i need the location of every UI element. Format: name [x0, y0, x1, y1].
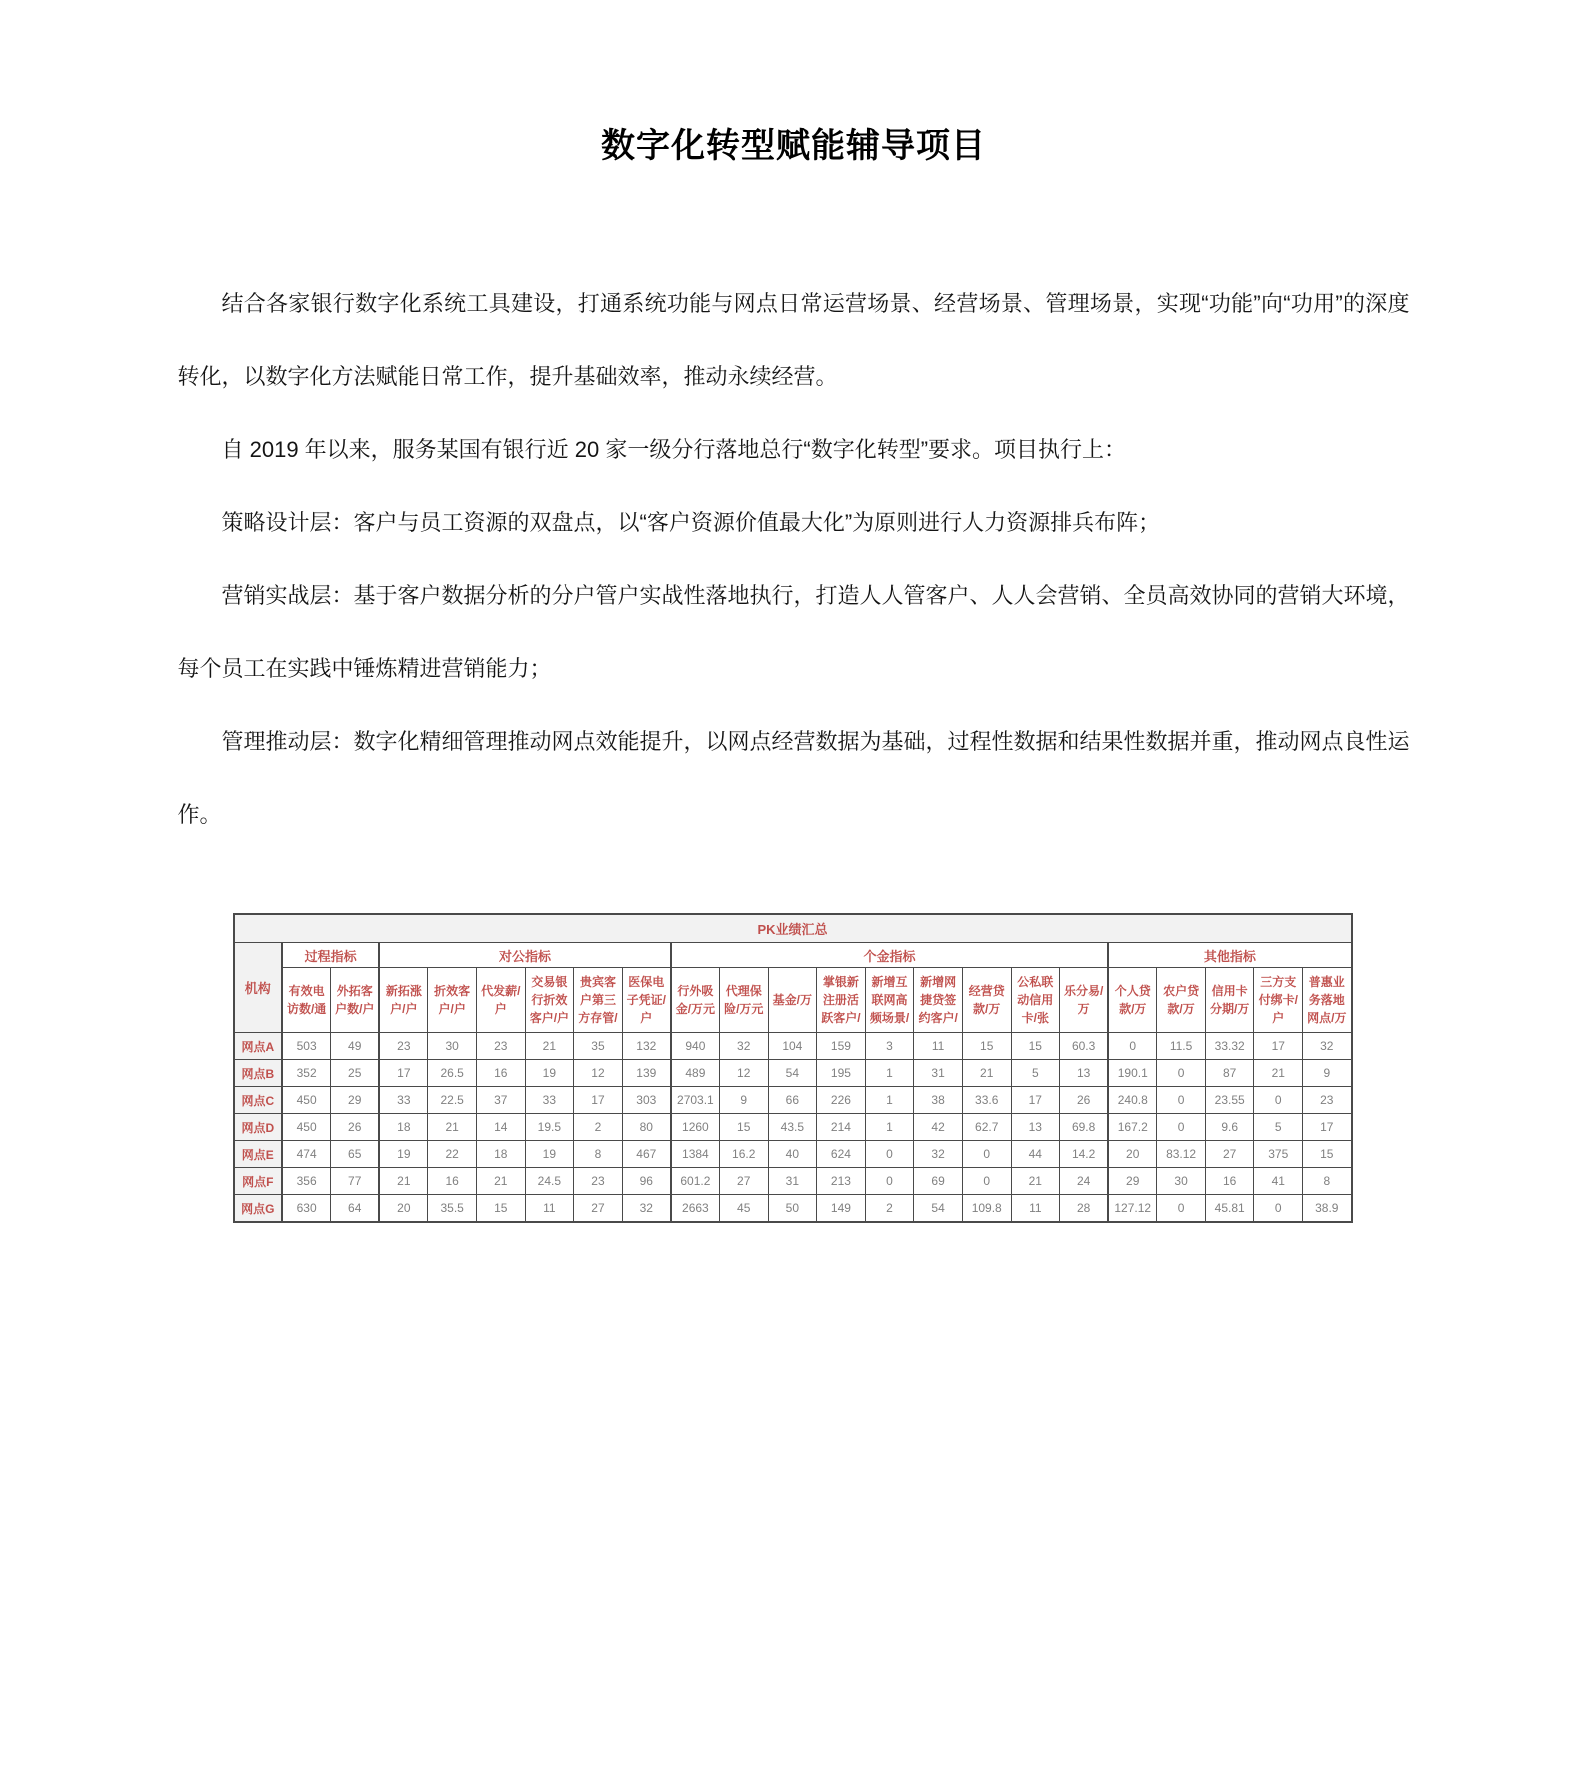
data-cell: 33.32 [1205, 1033, 1254, 1060]
data-cell: 213 [817, 1168, 866, 1195]
data-cell: 65 [331, 1141, 380, 1168]
data-cell: 149 [817, 1195, 866, 1223]
document-page [178, 0, 1410, 1223]
metric-column-header: 基金/万 [768, 968, 817, 1033]
data-cell: 3 [865, 1033, 914, 1060]
data-cell: 26 [1060, 1087, 1109, 1114]
group-header-0: 过程指标 [282, 943, 379, 968]
data-cell: 38 [914, 1087, 963, 1114]
data-cell: 303 [622, 1087, 671, 1114]
table-row [234, 1168, 1352, 1195]
data-cell: 17 [379, 1060, 428, 1087]
data-cell: 83.12 [1157, 1141, 1206, 1168]
paragraph-marketing: 营销实战层：基于客户数据分析的分户管户实战性落地执行，打造人人管客户、人人会营销、全员高效协同的营销大环境，每个员工在实践中锤炼精进营销能力； [177, 583, 1410, 681]
data-cell: 159 [817, 1033, 866, 1060]
data-cell: 15 [476, 1195, 525, 1223]
metric-column-header: 新拓涨户/户 [379, 968, 428, 1033]
data-cell: 32 [622, 1195, 671, 1223]
data-cell: 21 [962, 1060, 1011, 1087]
data-cell: 33.6 [962, 1087, 1011, 1114]
data-cell: 21 [476, 1168, 525, 1195]
data-cell: 35 [574, 1033, 623, 1060]
data-cell: 450 [282, 1087, 331, 1114]
data-cell: 17 [1303, 1114, 1352, 1141]
data-cell: 5 [1254, 1114, 1303, 1141]
data-cell: 18 [476, 1141, 525, 1168]
metric-column-header: 乐分易/万 [1060, 968, 1109, 1033]
data-cell: 19 [379, 1141, 428, 1168]
data-cell: 31 [768, 1168, 817, 1195]
data-cell: 240.8 [1108, 1087, 1157, 1114]
data-cell: 0 [1157, 1060, 1206, 1087]
data-cell: 15 [719, 1114, 768, 1141]
data-cell: 104 [768, 1033, 817, 1060]
data-cell: 12 [574, 1060, 623, 1087]
data-cell: 64 [331, 1195, 380, 1223]
data-cell: 9 [1303, 1060, 1352, 1087]
data-cell: 8 [1303, 1168, 1352, 1195]
data-cell: 23 [379, 1033, 428, 1060]
metric-column-header: 行外吸金/万元 [671, 968, 720, 1033]
table-row [234, 1141, 1352, 1168]
data-cell: 2 [574, 1114, 623, 1141]
data-cell: 489 [671, 1060, 720, 1087]
data-cell: 601.2 [671, 1168, 720, 1195]
metric-column-header: 信用卡分期/万 [1205, 968, 1254, 1033]
table-row [234, 1114, 1352, 1141]
metric-column-header: 新增网捷贷签约客户/ [914, 968, 963, 1033]
data-cell: 42 [914, 1114, 963, 1141]
table-row [234, 1060, 1352, 1087]
data-cell: 503 [282, 1033, 331, 1060]
metric-column-header: 公私联动信用卡/张 [1011, 968, 1060, 1033]
data-cell: 24 [1060, 1168, 1109, 1195]
data-cell: 77 [331, 1168, 380, 1195]
data-cell: 0 [865, 1168, 914, 1195]
org-label: 网点F [234, 1168, 283, 1195]
data-cell: 37 [476, 1087, 525, 1114]
data-cell: 20 [1108, 1141, 1157, 1168]
data-cell: 28 [1060, 1195, 1109, 1223]
data-cell: 22 [428, 1141, 477, 1168]
data-cell: 11 [1011, 1195, 1060, 1223]
data-cell: 29 [331, 1087, 380, 1114]
paragraph-management: 管理推动层：数字化精细管理推动网点效能提升，以网点经营数据为基础，过程性数据和结果性数据并重，推动网点良性运作。 [177, 729, 1410, 827]
org-label: 网点E [234, 1141, 283, 1168]
data-cell: 0 [962, 1168, 1011, 1195]
data-cell: 13 [1060, 1060, 1109, 1087]
data-cell: 23 [574, 1168, 623, 1195]
data-cell: 1 [865, 1060, 914, 1087]
data-cell: 1260 [671, 1114, 720, 1141]
metric-column-header: 有效电访数/通 [282, 968, 331, 1033]
data-cell: 630 [282, 1195, 331, 1223]
data-cell: 69 [914, 1168, 963, 1195]
data-cell: 15 [1011, 1033, 1060, 1060]
data-cell: 23.55 [1205, 1087, 1254, 1114]
paragraph-since-2019: 自 2019 年以来，服务某国有银行近 20 家一级分行落地总行“数字化转型”要求。项目执行上： [221, 437, 1127, 462]
data-cell: 0 [1108, 1033, 1157, 1060]
data-cell: 2703.1 [671, 1087, 720, 1114]
data-cell: 19 [525, 1060, 574, 1087]
document-body [178, 267, 1410, 851]
group-header-1: 对公指标 [379, 943, 671, 968]
org-label: 网点G [234, 1195, 283, 1223]
data-cell: 26 [331, 1114, 380, 1141]
data-cell: 27 [1205, 1141, 1254, 1168]
data-cell: 24.5 [525, 1168, 574, 1195]
data-cell: 9 [719, 1087, 768, 1114]
data-cell: 195 [817, 1060, 866, 1087]
data-cell: 21 [428, 1114, 477, 1141]
data-cell: 1 [865, 1087, 914, 1114]
data-cell: 45 [719, 1195, 768, 1223]
data-cell: 23 [476, 1033, 525, 1060]
data-cell: 21 [1254, 1060, 1303, 1087]
data-cell: 15 [1303, 1141, 1352, 1168]
table-row [234, 1195, 1352, 1223]
table-title: PK业绩汇总 [234, 914, 1352, 943]
data-cell: 14 [476, 1114, 525, 1141]
data-cell: 38.9 [1303, 1195, 1352, 1223]
metric-column-header: 三方支付绑卡/户 [1254, 968, 1303, 1033]
data-cell: 19 [525, 1141, 574, 1168]
data-cell: 109.8 [962, 1195, 1011, 1223]
data-cell: 474 [282, 1141, 331, 1168]
data-cell: 49 [331, 1033, 380, 1060]
data-cell: 356 [282, 1168, 331, 1195]
data-cell: 40 [768, 1141, 817, 1168]
metric-column-header: 经营贷款/万 [962, 968, 1011, 1033]
data-cell: 214 [817, 1114, 866, 1141]
pk-table-container [233, 913, 1410, 1223]
data-cell: 62.7 [962, 1114, 1011, 1141]
data-cell: 20 [379, 1195, 428, 1223]
data-cell: 96 [622, 1168, 671, 1195]
metric-column-header: 普惠业务落地网点/万 [1303, 968, 1352, 1033]
data-cell: 1 [865, 1114, 914, 1141]
data-cell: 17 [1254, 1033, 1303, 1060]
metric-column-header: 代理保险/万元 [719, 968, 768, 1033]
data-cell: 16 [476, 1060, 525, 1087]
data-cell: 450 [282, 1114, 331, 1141]
data-cell: 33 [525, 1087, 574, 1114]
group-header-3: 其他指标 [1108, 943, 1351, 968]
data-cell: 226 [817, 1087, 866, 1114]
data-cell: 21 [379, 1168, 428, 1195]
data-cell: 190.1 [1108, 1060, 1157, 1087]
data-cell: 940 [671, 1033, 720, 1060]
data-cell: 23 [1303, 1087, 1352, 1114]
data-cell: 27 [719, 1168, 768, 1195]
data-cell: 54 [914, 1195, 963, 1223]
data-cell: 16 [1205, 1168, 1254, 1195]
data-cell: 80 [622, 1114, 671, 1141]
data-cell: 16 [428, 1168, 477, 1195]
data-cell: 467 [622, 1141, 671, 1168]
document-title: 数字化转型赋能辅导项目 [601, 127, 986, 165]
data-cell: 17 [574, 1087, 623, 1114]
data-cell: 14.2 [1060, 1141, 1109, 1168]
data-cell: 26.5 [428, 1060, 477, 1087]
data-cell: 54 [768, 1060, 817, 1087]
data-cell: 0 [1254, 1195, 1303, 1223]
data-cell: 60.3 [1060, 1033, 1109, 1060]
data-cell: 30 [428, 1033, 477, 1060]
data-cell: 11 [914, 1033, 963, 1060]
data-cell: 167.2 [1108, 1114, 1157, 1141]
metric-column-header: 掌银新注册活跃客户/ [817, 968, 866, 1033]
data-cell: 69.8 [1060, 1114, 1109, 1141]
metric-column-header: 个人贷款/万 [1108, 968, 1157, 1033]
data-cell: 44 [1011, 1141, 1060, 1168]
data-cell: 87 [1205, 1060, 1254, 1087]
org-label: 网点B [234, 1060, 283, 1087]
table-row [234, 1087, 1352, 1114]
data-cell: 0 [1157, 1195, 1206, 1223]
data-cell: 12 [719, 1060, 768, 1087]
data-cell: 21 [1011, 1168, 1060, 1195]
data-cell: 33 [379, 1087, 428, 1114]
metric-column-header: 交易银行折效客户/户 [525, 968, 574, 1033]
metric-column-header: 医保电子凭证/户 [622, 968, 671, 1033]
table-row [234, 1033, 1352, 1060]
data-cell: 32 [914, 1141, 963, 1168]
org-label: 网点D [234, 1114, 283, 1141]
data-cell: 29 [1108, 1168, 1157, 1195]
metric-column-header: 外拓客户数/户 [331, 968, 380, 1033]
data-cell: 17 [1011, 1087, 1060, 1114]
data-cell: 25 [331, 1060, 380, 1087]
data-cell: 0 [1157, 1087, 1206, 1114]
data-cell: 66 [768, 1087, 817, 1114]
data-cell: 352 [282, 1060, 331, 1087]
data-cell: 22.5 [428, 1087, 477, 1114]
data-cell: 35.5 [428, 1195, 477, 1223]
data-cell: 32 [719, 1033, 768, 1060]
metric-column-header: 折效客户/户 [428, 968, 477, 1033]
paragraph-strategy: 策略设计层：客户与员工资源的双盘点，以“客户资源价值最大化”为原则进行人力资源排兵布阵； [221, 510, 1161, 535]
data-cell: 31 [914, 1060, 963, 1087]
data-cell: 41 [1254, 1168, 1303, 1195]
data-cell: 16.2 [719, 1141, 768, 1168]
metric-column-header: 贵宾客户第三方存管/ [574, 968, 623, 1033]
data-cell: 375 [1254, 1141, 1303, 1168]
data-cell: 5 [1011, 1060, 1060, 1087]
data-cell: 2 [865, 1195, 914, 1223]
org-column-header: 机构 [234, 943, 283, 1033]
data-cell: 13 [1011, 1114, 1060, 1141]
data-cell: 9.6 [1205, 1114, 1254, 1141]
data-cell: 21 [525, 1033, 574, 1060]
data-cell: 0 [865, 1141, 914, 1168]
data-cell: 19.5 [525, 1114, 574, 1141]
data-cell: 624 [817, 1141, 866, 1168]
metric-column-header: 农户贷款/万 [1157, 968, 1206, 1033]
org-label: 网点C [234, 1087, 283, 1114]
data-cell: 11 [525, 1195, 574, 1223]
data-cell: 30 [1157, 1168, 1206, 1195]
data-cell: 27 [574, 1195, 623, 1223]
data-cell: 2663 [671, 1195, 720, 1223]
data-cell: 45.81 [1205, 1195, 1254, 1223]
data-cell: 8 [574, 1141, 623, 1168]
data-cell: 32 [1303, 1033, 1352, 1060]
data-cell: 127.12 [1108, 1195, 1157, 1223]
data-cell: 1384 [671, 1141, 720, 1168]
metric-column-header: 新增互联网高频场景/ [865, 968, 914, 1033]
data-cell: 0 [1157, 1114, 1206, 1141]
data-cell: 0 [962, 1141, 1011, 1168]
data-cell: 15 [962, 1033, 1011, 1060]
paragraph-intro: 结合各家银行数字化系统工具建设，打通系统功能与网点日常运营场景、经营场景、管理场景，实现“功能”向“功用”的深度转化，以数字化方法赋能日常工作，提升基础效率，推动永续经营。 [177, 291, 1410, 389]
group-header-2: 个金指标 [671, 943, 1108, 968]
data-cell: 50 [768, 1195, 817, 1223]
pk-performance-table [233, 913, 1353, 1223]
data-cell: 18 [379, 1114, 428, 1141]
metric-column-header: 代发薪/户 [476, 968, 525, 1033]
data-cell: 11.5 [1157, 1033, 1206, 1060]
org-label: 网点A [234, 1033, 283, 1060]
data-cell: 0 [1254, 1087, 1303, 1114]
data-cell: 43.5 [768, 1114, 817, 1141]
data-cell: 132 [622, 1033, 671, 1060]
data-cell: 139 [622, 1060, 671, 1087]
